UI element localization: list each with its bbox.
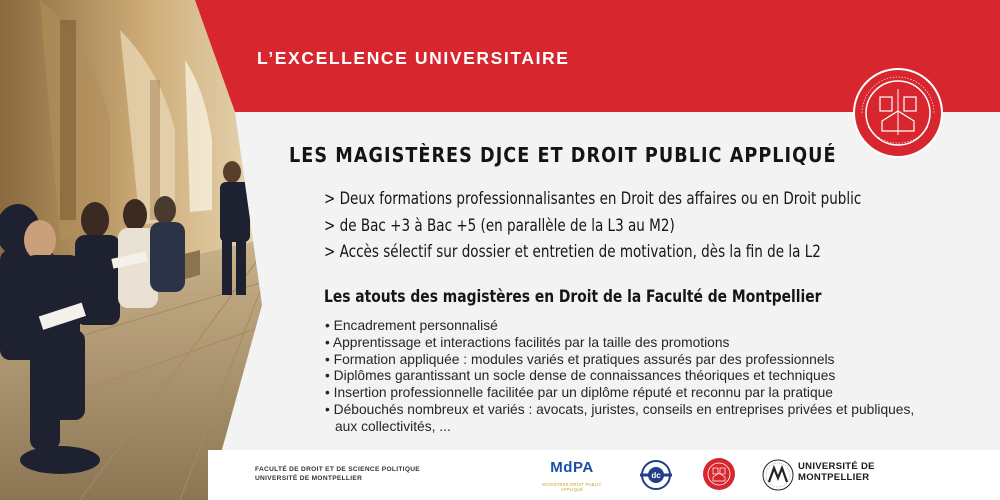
faculty-name (255, 466, 420, 483)
advantage-item: • Diplômes garantissant un socle dense de connaissances théoriques et techniques (325, 368, 836, 384)
um-logo-text (798, 461, 875, 483)
section-heading: Les atouts des magistères en Droit de la Faculté de Montpellier (324, 287, 822, 306)
advantage-item: • Encadrement personnalisé (325, 318, 498, 333)
key-point: > de Bac +3 à Bac +5 (en parallèle de la L3 au M2) (324, 215, 675, 235)
key-points-list (324, 186, 979, 266)
advantage-item: • Insertion professionnelle facilitée par un diplôme réputé et reconnu par la pratique (325, 385, 833, 401)
key-point: > Deux formations professionnalisantes en Droit des affaires ou en Droit public (324, 189, 862, 208)
advantages-list (325, 318, 965, 436)
djce-logo-icon (638, 458, 674, 497)
mdpa-logo (531, 459, 613, 492)
advantage-text: • Débouchés nombreux et variés : avocats, juristes, conseils en entreprises privées et publiques, (325, 401, 915, 417)
um-line: UNIVERSITÉ DE (798, 461, 875, 472)
faculty-name-line: FACULTÉ DE DROIT ET DE SCIENCE POLITIQUE (255, 466, 421, 473)
footer-logo-bar (208, 450, 1000, 500)
advantage-continuation: aux collectivités, ... (335, 418, 451, 434)
mdpa-logo-caption: MAGISTÈRE DROIT PUBLIC APPLIQUÉ (542, 482, 602, 492)
page-title: LES MAGISTÈRES DJCE ET DROIT PUBLIC APPLIQUÉ (289, 143, 837, 167)
faculty-seal-icon (702, 457, 736, 496)
um-logo-icon (761, 458, 795, 497)
university-seal-icon (852, 67, 944, 159)
advantage-item (325, 402, 965, 436)
svg-text:dc: dc (651, 471, 661, 480)
university-name-line: UNIVERSITÉ DE MONTPELLIER (255, 474, 363, 482)
kicker-text: L’EXCELLENCE UNIVERSITAIRE (257, 48, 570, 68)
key-point: > Accès sélectif sur dossier et entretien de motivation, dès la fin de la L2 (324, 242, 821, 261)
advantage-item: • Apprentissage et interactions facilités par la taille des promotions (325, 334, 730, 350)
um-line: MONTPELLIER (798, 472, 870, 483)
advantage-item: • Formation appliquée : modules variés et pratiques assurés par des professionnels (325, 351, 835, 367)
mdpa-logo-text: MdPA (550, 459, 594, 476)
